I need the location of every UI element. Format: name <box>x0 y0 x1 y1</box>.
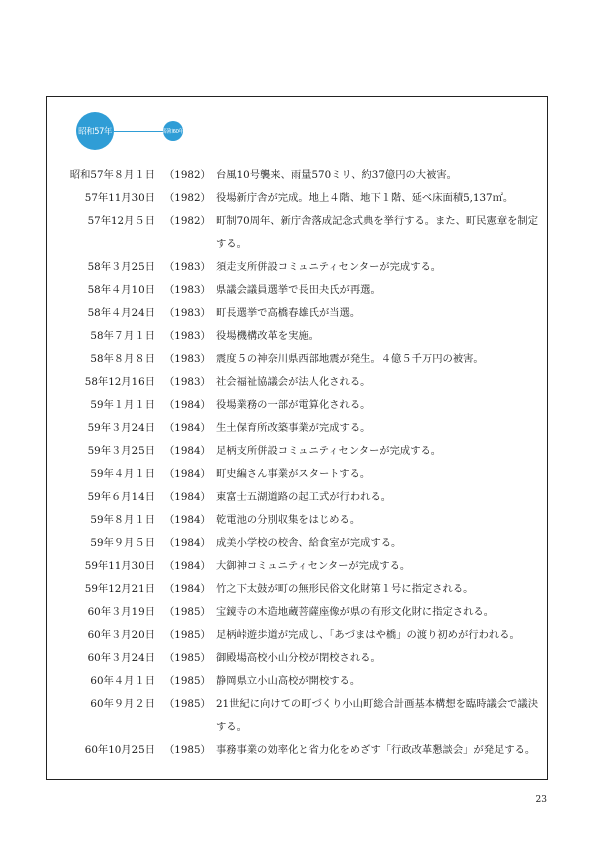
entry-year: （1984） <box>164 422 211 434</box>
entry-year: （1985） <box>164 698 211 710</box>
entry-date: 58年４月24日 <box>87 307 155 319</box>
entry-date: 59年３月25日 <box>87 445 155 457</box>
entry-text: 役場業務の一部が電算化される。 <box>216 399 371 411</box>
entry-text: 社会福祉協議会が法人化される。 <box>216 376 371 388</box>
timeline-entry <box>0 601 595 624</box>
entry-text: 大御神コミュニティセンターが完成する。 <box>216 560 411 572</box>
entry-year: （1984） <box>164 491 211 503</box>
timeline-entry <box>0 440 595 463</box>
timeline-entry <box>0 555 595 578</box>
entry-text: 成美小学校の校舎、給食室が完成する。 <box>216 537 402 549</box>
timeline-entry <box>0 739 595 785</box>
entry-year: （1983） <box>164 330 211 342</box>
timeline-entry <box>0 210 595 256</box>
entry-text: 御殿場高校小山分校が閉校される。 <box>216 652 381 664</box>
entry-date: 60年10月25日 <box>84 744 155 756</box>
entry-date: 59年９月５日 <box>90 537 155 549</box>
entry-date: 58年４月10日 <box>87 284 155 296</box>
entry-date: 59年６月14日 <box>87 491 155 503</box>
entry-text: 東富士五湖道路の起工式が行われる。 <box>216 491 392 503</box>
timeline-entry <box>0 417 595 440</box>
entry-date: 60年３月19日 <box>87 606 155 618</box>
timeline-entry <box>0 256 595 279</box>
entry-date: 60年３月24日 <box>87 652 155 664</box>
timeline-entry <box>0 463 595 486</box>
entry-text: 竹之下太鼓が町の無形民俗文化財第１号に指定される。 <box>216 583 474 595</box>
timeline-entry <box>0 532 595 555</box>
entry-text: 町史編さん事業がスタートする。 <box>216 468 371 480</box>
entry-text: 足柄峠遊歩道が完成し、「あづまはや橋」の渡り初めが行われる。 <box>216 629 520 641</box>
entry-year: （1985） <box>164 675 211 687</box>
timeline-entry <box>0 624 595 647</box>
entry-date: 60年４月１日 <box>90 675 155 687</box>
entry-date: 59年４月１日 <box>90 468 155 480</box>
entry-year: （1985） <box>164 606 211 618</box>
entry-year: （1985） <box>164 744 211 756</box>
entry-date: 60年９月２日 <box>90 698 155 710</box>
entry-date: 昭和57年８月１日 <box>69 169 155 181</box>
entry-date: 59年８月１日 <box>90 514 155 526</box>
entry-year: （1982） <box>164 192 211 204</box>
entry-text: 震度５の神奈川県西部地震が発生。４億５千万円の被害。 <box>216 353 484 365</box>
entry-year: （1983） <box>164 307 211 319</box>
entry-date: 58年８月８日 <box>90 353 155 365</box>
entry-year: （1984） <box>164 583 211 595</box>
entry-date: 60年３月20日 <box>87 629 155 641</box>
entry-year: （1984） <box>164 514 211 526</box>
entry-text: 町制70周年、新庁舎落成記念式典を挙行する。また、町民憲章を制定する。 <box>216 215 539 250</box>
timeline-entry <box>0 164 595 187</box>
entry-text: 足柄支所併設コミュニティセンターが完成する。 <box>216 445 442 457</box>
timeline-entry <box>0 302 595 325</box>
entry-text: 町長選挙で高橋春雄氏が当選。 <box>216 307 361 319</box>
entry-date: 58年７月１日 <box>90 330 155 342</box>
timeline-entry <box>0 325 595 348</box>
entry-text: 県議会議員選挙で長田夬氏が再選。 <box>216 284 381 296</box>
entry-text: 静岡県立小山高校が開校する。 <box>216 675 361 687</box>
entry-date: 59年１月１日 <box>90 399 155 411</box>
timeline-entry <box>0 509 595 532</box>
era-connector-line <box>114 131 163 132</box>
entry-text: 役場機構改革を実施。 <box>216 330 319 342</box>
era-start-badge: 昭和57年 <box>76 112 114 150</box>
page-number: 23 <box>535 795 547 805</box>
entry-text: 須走支所併設コミュニティセンターが完成する。 <box>216 261 442 273</box>
timeline-list <box>0 164 595 785</box>
era-end-badge: 昭和60年 <box>163 121 183 141</box>
entry-date: 57年11月30日 <box>84 192 155 204</box>
entry-year: （1984） <box>164 468 211 480</box>
timeline-entry <box>0 394 595 417</box>
entry-year: （1983） <box>164 353 211 365</box>
timeline-entry <box>0 670 595 693</box>
timeline-entry <box>0 693 595 739</box>
timeline-entry <box>0 371 595 394</box>
entry-year: （1982） <box>164 215 211 227</box>
entry-year: （1984） <box>164 560 211 572</box>
entry-text: 台風10号襲来、雨量570ミリ、約37億円の大被害。 <box>216 169 457 181</box>
timeline-entry <box>0 647 595 670</box>
timeline-entry <box>0 578 595 601</box>
timeline-entry <box>0 486 595 509</box>
entry-date: 57年12月５日 <box>87 215 155 227</box>
entry-text: 宝鏡寺の木造地蔵菩薩座像が県の有形文化財に指定される。 <box>216 606 495 618</box>
entry-date: 59年11月30日 <box>84 560 155 572</box>
entry-date: 58年12月16日 <box>84 376 155 388</box>
entry-text: 事務事業の効率化と省力化をめざす「行政改革懇談会」が発足する。 <box>216 744 536 756</box>
timeline-entry <box>0 187 595 210</box>
entry-text: 21世紀に向けての町づくり小山町総合計画基本構想を臨時議会で議決する。 <box>216 698 539 733</box>
entry-year: （1983） <box>164 376 211 388</box>
entry-year: （1982） <box>164 169 211 181</box>
entry-year: （1983） <box>164 261 211 273</box>
entry-text: 生土保育所改築事業が完成する。 <box>216 422 371 434</box>
timeline-entry <box>0 348 595 371</box>
entry-date: 58年３月25日 <box>87 261 155 273</box>
era-range-header <box>76 112 196 150</box>
timeline-entry <box>0 279 595 302</box>
entry-year: （1984） <box>164 445 211 457</box>
entry-text: 乾電池の分別収集をはじめる。 <box>216 514 361 526</box>
entry-date: 59年３月24日 <box>87 422 155 434</box>
entry-year: （1984） <box>164 537 211 549</box>
entry-date: 59年12月21日 <box>84 583 155 595</box>
entry-year: （1985） <box>164 629 211 641</box>
entry-year: （1983） <box>164 284 211 296</box>
entry-text: 役場新庁舎が完成。地上４階、地下１階、延べ床面積5,137㎡。 <box>216 192 514 204</box>
entry-year: （1985） <box>164 652 211 664</box>
entry-year: （1984） <box>164 399 211 411</box>
